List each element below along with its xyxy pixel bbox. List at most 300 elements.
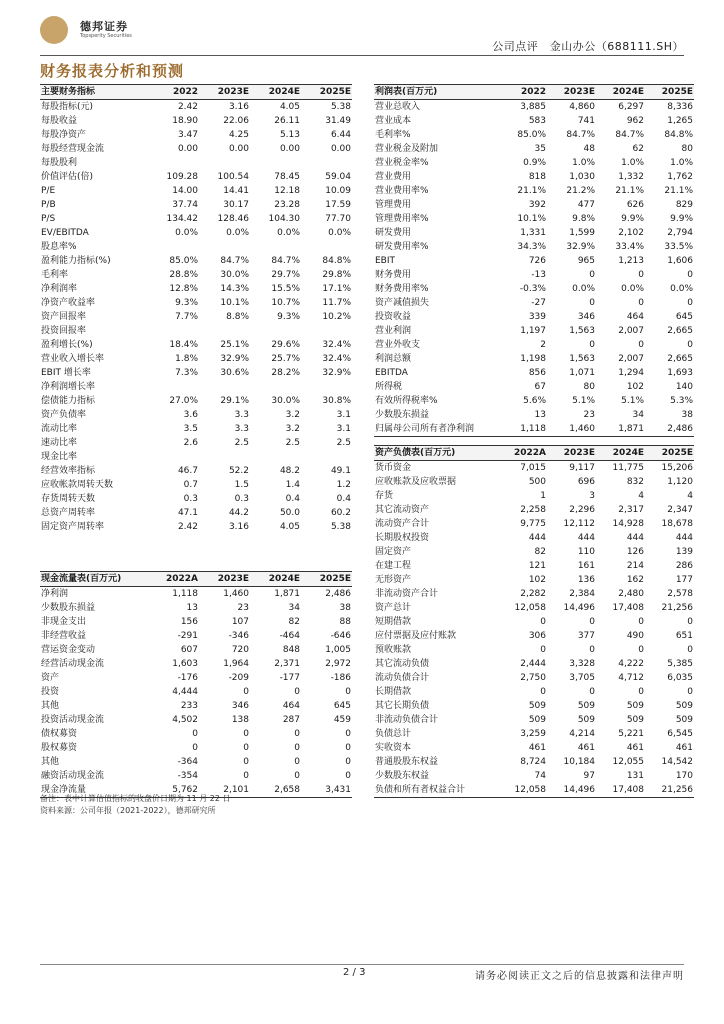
value-cell: 509 [577, 715, 595, 725]
row-label: 营运资金变动 [41, 645, 96, 655]
value-cell: 1.4 [285, 480, 300, 490]
value-cell: 1,005 [325, 645, 351, 655]
value-cell: 6.44 [330, 130, 351, 140]
value-cell [199, 450, 250, 464]
value-cell: 29.8% [322, 270, 351, 280]
row-label: 净资产收益率 [41, 298, 96, 308]
table-row [40, 601, 352, 615]
table-row [40, 699, 352, 713]
value-cell: 1.2 [336, 480, 351, 490]
table-row [40, 548, 352, 562]
table-row [40, 128, 352, 142]
value-cell: 5.3% [670, 396, 693, 406]
table-row [374, 685, 694, 699]
value-cell: 0 [540, 645, 546, 655]
legal-disclaimer: 请务必阅读正文之后的信息披露和法律声明 [475, 971, 684, 982]
value-cell: 59.04 [325, 172, 351, 182]
row-label: 盈利能力指标(%) [41, 256, 111, 266]
value-cell: 3.1 [336, 410, 351, 420]
note-data-source: 资料来源：公司年报（2021-2022），德邦研究所 [40, 806, 216, 815]
row-label: 归属母公司所有者净利润 [374, 422, 498, 437]
value-cell: 14,542 [661, 757, 693, 767]
value-cell: 0 [638, 617, 644, 627]
value-cell: 0 [243, 771, 249, 781]
balance-sheet-table [374, 445, 694, 798]
value-cell: 140 [675, 382, 693, 392]
value-cell: 339 [528, 312, 546, 322]
value-cell: 126 [626, 547, 644, 557]
value-cell: 84.8% [664, 130, 693, 140]
value-cell: 35 [534, 144, 546, 154]
value-cell: 0 [589, 617, 595, 627]
table-row [40, 464, 352, 478]
value-cell: 30.6% [220, 368, 249, 378]
note-closing-price-date: 备注：表中计算估值指标的收盘价日期为 11 月 22 日 [40, 794, 231, 803]
value-cell: 1,563 [569, 326, 595, 336]
value-cell: 134.42 [166, 214, 198, 224]
value-cell: 1,120 [667, 477, 693, 487]
row-label: 营业总收入 [375, 102, 421, 112]
value-cell: 10.1% [517, 214, 546, 224]
value-cell: 1.8% [175, 354, 198, 364]
footer-divider [40, 964, 684, 965]
value-cell: 741 [577, 116, 595, 126]
value-cell: 9,775 [520, 519, 546, 529]
value-cell [199, 380, 250, 394]
value-cell: 2,480 [618, 589, 644, 599]
value-cell: 49.1 [330, 466, 351, 476]
table-row [374, 268, 694, 282]
value-cell [250, 380, 301, 394]
value-cell [199, 548, 250, 562]
table-row [374, 128, 694, 142]
table-row [40, 587, 352, 602]
table-row [40, 366, 352, 380]
table-row [374, 198, 694, 212]
value-cell: 0.0% [226, 228, 249, 238]
value-cell: 170 [675, 771, 693, 781]
value-cell: 2,296 [569, 505, 595, 515]
value-cell: 8,336 [667, 102, 693, 112]
value-cell: 720 [231, 645, 249, 655]
value-cell: 2,665 [667, 354, 693, 364]
value-cell: 109.28 [166, 172, 198, 182]
value-cell: 3,328 [569, 659, 595, 669]
value-cell: 48 [583, 144, 595, 154]
row-label: 少数股东损益 [375, 410, 430, 420]
value-cell: 0 [243, 729, 249, 739]
row-label: 长期股权投资 [375, 533, 430, 543]
value-cell: 4,860 [569, 102, 595, 112]
value-cell: 1,118 [172, 589, 198, 599]
value-cell: 32.4% [322, 340, 351, 350]
value-cell: 107 [231, 617, 249, 627]
value-cell: 965 [577, 256, 595, 266]
row-label: 少数股东损益 [41, 603, 96, 613]
value-cell: 377 [577, 631, 595, 641]
value-cell: 5,762 [148, 783, 199, 798]
value-cell: 12.8% [169, 284, 198, 294]
value-cell: 444 [675, 533, 693, 543]
value-cell: 21.2% [566, 186, 595, 196]
value-cell: -13 [531, 270, 546, 280]
table-row [374, 657, 694, 671]
value-cell: 829 [675, 200, 693, 210]
logo-english-name: Topsperity Securities [80, 33, 132, 39]
value-cell: 0 [638, 340, 644, 350]
table-row [374, 783, 694, 798]
value-cell: 162 [626, 575, 644, 585]
value-cell: -346 [228, 631, 249, 641]
value-cell [148, 380, 199, 394]
value-cell: 38 [681, 410, 693, 420]
year-header-cell: 2024E [596, 85, 645, 100]
value-cell: 0 [345, 757, 351, 767]
report-header-title: 公司点评 金山办公（688111.SH） [492, 40, 684, 53]
table-row [374, 394, 694, 408]
value-cell: 3.3 [234, 410, 249, 420]
table-row [374, 587, 694, 601]
table-header-row [374, 85, 694, 100]
table-row [40, 282, 352, 296]
value-cell: 0 [540, 687, 546, 697]
row-label: 普通股股东权益 [375, 757, 439, 767]
table-row [40, 727, 352, 741]
row-label: 速动比率 [41, 438, 78, 448]
value-cell: 1,460 [547, 422, 596, 437]
row-label: 存货 [375, 491, 394, 501]
value-cell: 4,444 [172, 687, 198, 697]
value-cell: 1,762 [667, 172, 693, 182]
value-cell: 12,058 [514, 603, 546, 613]
table-row [374, 475, 694, 489]
row-label: 其它流动资产 [375, 505, 430, 515]
value-cell: -209 [228, 673, 249, 683]
table-row [40, 212, 352, 226]
value-cell: 9.8% [572, 214, 595, 224]
table-row [40, 338, 352, 352]
value-cell: 34.3% [517, 242, 546, 252]
row-label: 资产总计 [375, 603, 412, 613]
year-header-cell: 2023E [547, 85, 596, 100]
value-cell [250, 548, 301, 562]
value-cell: 10.1% [220, 298, 249, 308]
value-cell: 30.17 [223, 200, 249, 210]
value-cell: 3.16 [228, 522, 249, 532]
value-cell [148, 324, 199, 338]
value-cell: 1,606 [667, 256, 693, 266]
value-cell: 1,198 [520, 354, 546, 364]
value-cell: 9.3% [175, 298, 198, 308]
table-row [40, 492, 352, 506]
value-cell: 346 [577, 312, 595, 322]
value-cell: 0.4 [336, 494, 351, 504]
value-cell: 78.45 [274, 172, 300, 182]
value-cell: 461 [626, 743, 644, 753]
value-cell [199, 534, 250, 548]
table-row [40, 741, 352, 755]
table-row [40, 226, 352, 240]
value-cell: 4 [687, 491, 693, 501]
value-cell: 2,665 [667, 326, 693, 336]
row-label: 应收账款及应收票据 [375, 477, 457, 487]
table-row [374, 156, 694, 170]
value-cell: 2.6 [183, 438, 198, 448]
value-cell: 100.54 [217, 172, 249, 182]
value-cell: 3,431 [301, 783, 352, 798]
value-cell: 1.5 [234, 480, 249, 490]
value-cell: 6,545 [667, 729, 693, 739]
row-label: 财务费用率% [375, 284, 429, 294]
table-title-cell: 利润表(百万元) [374, 85, 498, 100]
value-cell: 80 [681, 144, 693, 154]
value-cell: 2.5 [336, 438, 351, 448]
value-cell: 2 [540, 340, 546, 350]
table-row [40, 254, 352, 268]
value-cell [148, 240, 199, 254]
value-cell: 34 [288, 603, 300, 613]
row-label: 价值评估(倍) [41, 172, 94, 182]
value-cell: 0.00 [177, 144, 198, 154]
value-cell: 464 [282, 701, 300, 711]
table-row [40, 268, 352, 282]
table-row [374, 226, 694, 240]
value-cell: 509 [626, 715, 644, 725]
value-cell [148, 156, 199, 170]
value-cell: 0 [638, 645, 644, 655]
value-cell: 3.1 [336, 424, 351, 434]
value-cell: 4.05 [279, 522, 300, 532]
value-cell: 0 [589, 270, 595, 280]
value-cell: 82 [288, 617, 300, 627]
value-cell: 477 [577, 200, 595, 210]
value-cell: 13 [186, 603, 198, 613]
table-header-row [40, 85, 352, 100]
table-row [40, 450, 352, 464]
value-cell: 110 [577, 547, 595, 557]
value-cell: 85.0% [517, 130, 546, 140]
value-cell: 818 [528, 172, 546, 182]
value-cell: 0 [243, 687, 249, 697]
value-cell [250, 156, 301, 170]
table-row [40, 436, 352, 450]
value-cell: 62 [632, 144, 644, 154]
row-label [40, 548, 148, 562]
year-header-cell: 2025E [301, 572, 352, 587]
value-cell: 52.2 [228, 466, 249, 476]
value-cell: 2,007 [618, 354, 644, 364]
value-cell [301, 240, 352, 254]
value-cell: 2.5 [234, 438, 249, 448]
value-cell: 2,658 [250, 783, 301, 798]
value-cell: 0 [192, 743, 198, 753]
value-cell: 17.59 [325, 200, 351, 210]
value-cell: 22.06 [223, 116, 249, 126]
value-cell: -364 [177, 757, 198, 767]
table-row [40, 310, 352, 324]
year-header-cell: 2025E [301, 85, 352, 100]
value-cell: 23 [237, 603, 249, 613]
table-row [40, 643, 352, 657]
table-row [374, 184, 694, 198]
row-label: 其它流动负债 [375, 659, 430, 669]
value-cell: 97 [583, 771, 595, 781]
row-label: 其他 [41, 701, 60, 711]
value-cell: 25.1% [220, 340, 249, 350]
value-cell: 4,712 [618, 673, 644, 683]
value-cell: 29.7% [271, 270, 300, 280]
value-cell: 0 [638, 270, 644, 280]
value-cell: 0 [294, 687, 300, 697]
row-label: 现金比率 [41, 452, 78, 462]
row-label: 在建工程 [375, 561, 412, 571]
value-cell: 14.41 [223, 186, 249, 196]
value-cell: 1.0% [621, 158, 644, 168]
table-row [40, 478, 352, 492]
value-cell: 4 [638, 491, 644, 501]
value-cell: 5.13 [279, 130, 300, 140]
value-cell: 444 [528, 533, 546, 543]
value-cell: 2,317 [618, 505, 644, 515]
value-cell: 4,222 [618, 659, 644, 669]
value-cell: 82 [534, 547, 546, 557]
value-cell: 6,297 [618, 102, 644, 112]
row-label: 每股股利 [41, 158, 78, 168]
value-cell: 5,221 [618, 729, 644, 739]
value-cell: 60.2 [330, 508, 351, 518]
row-label: 营业税金及附加 [375, 144, 439, 154]
value-cell: 21.1% [615, 186, 644, 196]
value-cell [301, 380, 352, 394]
value-cell: 0 [345, 687, 351, 697]
value-cell: 131 [626, 771, 644, 781]
value-cell: 2,282 [520, 589, 546, 599]
row-label: 盈利增长(%) [41, 340, 93, 350]
value-cell [301, 156, 352, 170]
value-cell: 28.2% [271, 368, 300, 378]
row-label: 投资活动现金流 [41, 715, 105, 725]
row-label: 固定资产周转率 [41, 522, 105, 532]
value-cell: -646 [330, 631, 351, 641]
row-label: 每股经营现金流 [41, 144, 105, 154]
value-cell: 37.74 [172, 200, 198, 210]
table-title-cell: 现金流量表(百万元) [40, 572, 148, 587]
value-cell: 1,213 [618, 256, 644, 266]
row-label: 实收资本 [375, 743, 412, 753]
value-cell: -177 [279, 673, 300, 683]
row-label: 财务费用 [375, 270, 412, 280]
value-cell: 17,408 [596, 783, 645, 798]
row-label [40, 534, 148, 548]
value-cell: 509 [675, 701, 693, 711]
value-cell: 102 [528, 575, 546, 585]
table-row [374, 114, 694, 128]
table-row [40, 184, 352, 198]
row-label: 预收账款 [375, 645, 412, 655]
value-cell: 0.0% [277, 228, 300, 238]
value-cell: 9,117 [569, 463, 595, 473]
value-cell: 0 [589, 645, 595, 655]
table-row [40, 657, 352, 671]
value-cell: 32.9% [322, 368, 351, 378]
row-label: 少数股东权益 [375, 771, 430, 781]
table-row [374, 629, 694, 643]
value-cell [301, 324, 352, 338]
value-cell: 1,265 [667, 116, 693, 126]
value-cell [148, 450, 199, 464]
value-cell: 645 [675, 312, 693, 322]
table-row [40, 142, 352, 156]
value-cell: 32.4% [322, 354, 351, 364]
table-row [40, 408, 352, 422]
value-cell: 2,578 [667, 589, 693, 599]
value-cell: 0 [589, 298, 595, 308]
value-cell: 32.9% [220, 354, 249, 364]
row-label: 流动比率 [41, 424, 78, 434]
value-cell: 28.8% [169, 270, 198, 280]
value-cell: 17.1% [322, 284, 351, 294]
logo-icon [40, 16, 68, 44]
value-cell: 0 [589, 687, 595, 697]
logo-chinese-name: 德邦证券 [80, 20, 128, 33]
value-cell: 21,256 [661, 603, 693, 613]
value-cell [148, 548, 199, 562]
value-cell: 2,750 [520, 673, 546, 683]
table-row [374, 503, 694, 517]
value-cell: 509 [675, 715, 693, 725]
value-cell: 7.3% [175, 368, 198, 378]
value-cell: 0.0% [621, 284, 644, 294]
table-row [40, 198, 352, 212]
row-label: 每股净资产 [41, 130, 87, 140]
value-cell: 2,384 [569, 589, 595, 599]
table-row [40, 534, 352, 548]
value-cell: 0 [345, 771, 351, 781]
table-row [40, 685, 352, 699]
value-cell: -27 [531, 298, 546, 308]
row-label: 资产负债率 [41, 410, 87, 420]
value-cell: 696 [577, 477, 595, 487]
row-label: 资产回报率 [41, 312, 87, 322]
row-label: 其他 [41, 757, 60, 767]
row-label: 营业税金率% [375, 158, 429, 168]
value-cell: 25.7% [271, 354, 300, 364]
value-cell: 2,486 [645, 422, 694, 437]
value-cell: 50.0 [279, 508, 300, 518]
table-row [40, 520, 352, 534]
value-cell: 29.6% [271, 340, 300, 350]
table-row [374, 254, 694, 268]
table-row [374, 422, 694, 437]
value-cell: 962 [626, 116, 644, 126]
value-cell: 15.5% [271, 284, 300, 294]
value-cell: 2,347 [667, 505, 693, 515]
value-cell [301, 548, 352, 562]
table-row [374, 769, 694, 783]
row-label: 资产 [41, 673, 60, 683]
value-cell: -464 [279, 631, 300, 641]
value-cell: 464 [626, 312, 644, 322]
value-cell: -186 [330, 673, 351, 683]
value-cell: 500 [528, 477, 546, 487]
table-row [374, 352, 694, 366]
value-cell: 77.70 [325, 214, 351, 224]
value-cell: 121 [528, 561, 546, 571]
table-row [40, 671, 352, 685]
value-cell: 34 [632, 410, 644, 420]
row-label: EBIT 增长率 [41, 368, 91, 378]
table-row [374, 212, 694, 226]
